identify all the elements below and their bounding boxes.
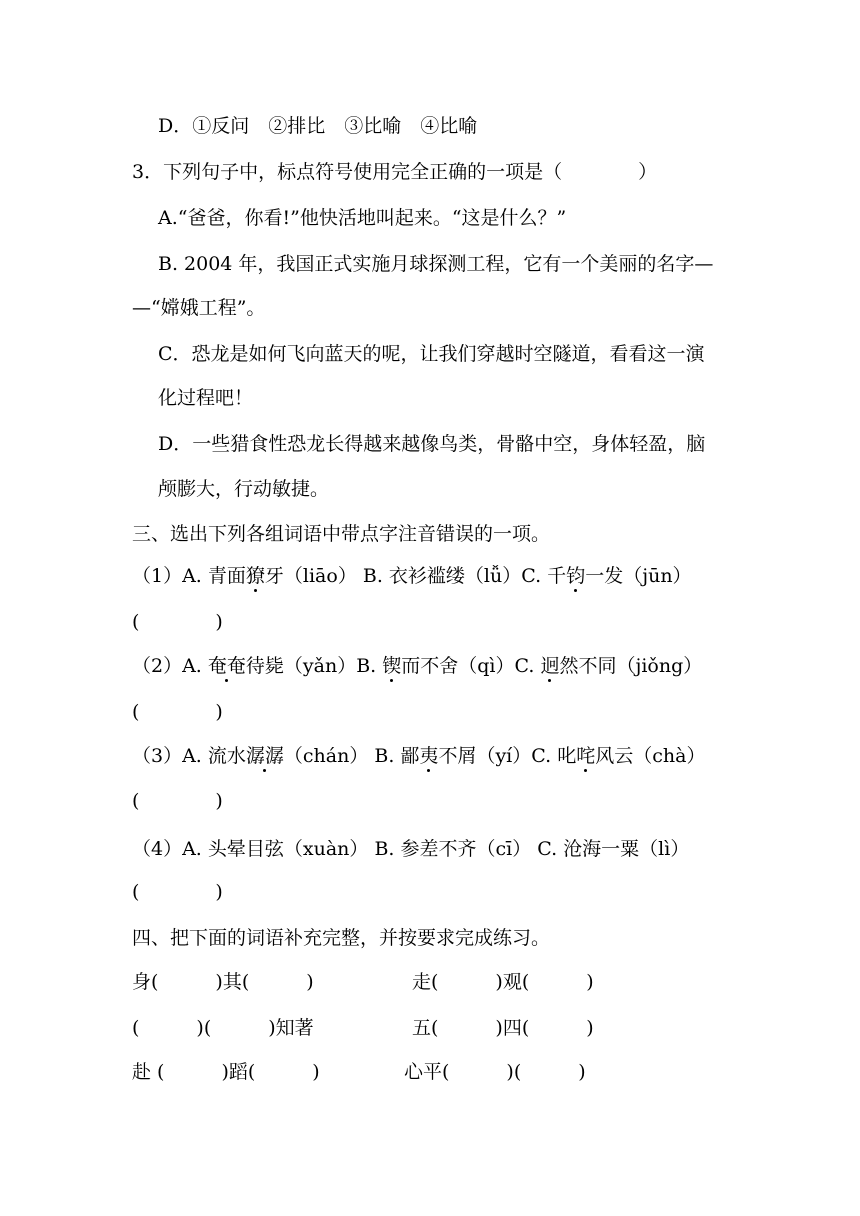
question-3-option-a: A.“爸爸，你看!”他快活地叫起来。“这是什么？”: [158, 207, 567, 229]
emphasis-dot-char: 咤: [576, 745, 596, 767]
emphasis-dot-char: 獠: [245, 565, 265, 587]
idiom-blank-6: 心平( )( ): [404, 1061, 586, 1083]
section-3-item-4: （4）A. 头晕目弦（xuàn） B. 参差不齐（cī） C. 沧海一粟（lì）: [132, 838, 690, 860]
idiom-blank-5: 赴 ( )蹈( ): [132, 1061, 320, 1083]
section-4-title: 四、把下面的词语补充完整，并按要求完成练习。: [132, 927, 551, 949]
emphasis-dot-char: 夷: [419, 745, 439, 767]
question-3-option-c-line1: C．恐龙是如何飞向蓝天的呢，让我们穿越时空隧道，看看这一演: [158, 343, 705, 365]
emphasis-dot-char: 钧: [566, 565, 586, 587]
section-3-item-2-answer-blank: ( ): [132, 701, 223, 723]
question-3-option-d-line1: D．一些猎食性恐龙长得越来越像鸟类，骨骼中空，身体轻盈，脑: [158, 433, 706, 455]
question-3-option-b-line1: B. 2004 年，我国正式实施月球探测工程，它有一个美丽的名字—: [158, 253, 714, 275]
idiom-blank-4: 五( )四( ): [412, 1017, 594, 1039]
question-2-option-d: D．①反问 ②排比 ③比喻 ④比喻: [158, 115, 478, 137]
idiom-blank-1: 身( )其( ): [132, 971, 314, 993]
section-3-item-3: （3）A. 流水潺潺（chán） B. 鄙夷不屑（yí）C. 叱咤风云（chà）: [132, 745, 706, 767]
section-3-item-1: （1）A. 青面獠牙（liāo） B. 衣衫褴缕（lǚ）C. 千钧一发（jūn）: [132, 565, 692, 587]
question-3-option-c-line2: 化过程吧！: [158, 387, 254, 409]
section-3-item-2: （2）A. 奄奄待毙（yǎn）B. 锲而不舍（qì）C. 迥然不同（jiǒng）: [132, 655, 703, 677]
question-3-stem: 3．下列句子中，标点符号使用完全正确的一项是（ ）: [132, 161, 658, 183]
section-3-title: 三、选出下列各组词语中带点字注音错误的一项。: [132, 523, 551, 545]
emphasis-dot-char: 锲: [382, 655, 402, 677]
idiom-blank-3: ( )( )知著: [132, 1017, 314, 1039]
idiom-blank-2: 走( )观( ): [412, 971, 594, 993]
section-3-item-4-answer-blank: ( ): [132, 881, 223, 903]
emphasis-dot-char: 奄奄: [207, 655, 246, 677]
emphasis-dot-char: 潺潺: [245, 745, 284, 767]
section-3-item-1-answer-blank: ( ): [132, 611, 223, 633]
emphasis-dot-char: 迥: [540, 655, 560, 677]
question-3-option-b-line2: —“嫦娥工程”。: [132, 297, 266, 319]
section-3-item-3-answer-blank: ( ): [132, 790, 223, 812]
question-3-option-d-line2: 颅膨大，行动敏捷。: [158, 478, 330, 500]
